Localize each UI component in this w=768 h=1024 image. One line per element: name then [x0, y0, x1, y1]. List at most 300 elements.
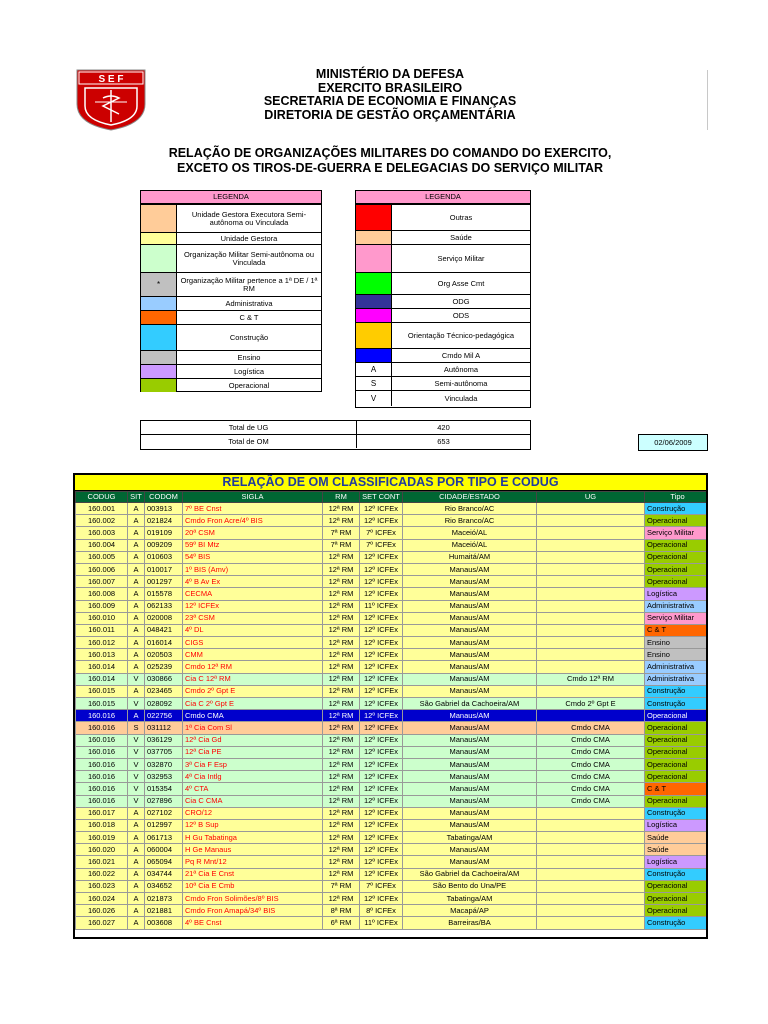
cell-codom: 021824	[145, 515, 183, 527]
cell-set: 12º ICFEx	[360, 893, 403, 905]
cell-codug: 160.018	[76, 819, 128, 831]
cell-set: 7º ICFEx	[360, 880, 403, 892]
cell-rm: 7ª RM	[323, 880, 360, 892]
cell-ug	[537, 819, 645, 831]
legend-label: Orientação Técnico-pedagógica	[407, 331, 515, 340]
table-row	[76, 563, 709, 575]
cell-codug: 160.016	[76, 710, 128, 722]
cell-ug	[537, 832, 645, 844]
legend-title: LEGENDA	[141, 191, 321, 204]
legend-swatch: *	[141, 273, 177, 297]
cell-tipo: C & T	[645, 624, 709, 636]
cell-sigla: Cmdo Fron Acre/4º BIS	[183, 515, 323, 527]
cell-cidade: Manaus/AM	[403, 710, 537, 722]
cell-sigla: 1ª Cia Com Sl	[183, 722, 323, 734]
cell-sit: A	[128, 588, 145, 600]
column-header: SIT	[128, 492, 145, 503]
cell-rm: 12ª RM	[323, 783, 360, 795]
cell-set: 12º ICFEx	[360, 710, 403, 722]
cell-sigla: 12ª Cia PE	[183, 746, 323, 758]
cell-sit: A	[128, 527, 145, 539]
legend-item	[356, 390, 530, 406]
cell-codom: 065094	[145, 856, 183, 868]
cell-ug: Cmdo CMA	[537, 734, 645, 746]
cell-sigla: CECMA	[183, 588, 323, 600]
cell-codom: 001297	[145, 576, 183, 588]
table-row	[76, 698, 709, 710]
legend-swatch	[356, 205, 392, 231]
document-header	[180, 68, 600, 122]
cell-set: 12º ICFEx	[360, 771, 403, 783]
cell-sit: A	[128, 515, 145, 527]
cell-cidade: Macapá/AP	[403, 905, 537, 917]
cell-set: 12º ICFEx	[360, 624, 403, 636]
cell-sigla: 21ª Cia E Cnst	[183, 868, 323, 880]
table-row	[76, 746, 709, 758]
cell-codom: 028092	[145, 698, 183, 710]
cell-sit: A	[128, 661, 145, 673]
cell-rm: 12ª RM	[323, 685, 360, 697]
table-row	[76, 576, 709, 588]
legend-swatch	[356, 273, 392, 295]
header-line: SECRETARIA DE ECONOMIA E FINANÇAS	[263, 94, 517, 108]
cell-rm: 12ª RM	[323, 710, 360, 722]
table-row	[76, 771, 709, 783]
legend-label: ODG	[452, 297, 470, 306]
cell-rm: 12ª RM	[323, 551, 360, 563]
cell-sit: A	[128, 551, 145, 563]
cell-cidade: Manaus/AM	[403, 673, 537, 685]
cell-set: 12º ICFEx	[360, 868, 403, 880]
cell-tipo: Construção	[645, 917, 709, 929]
cell-ug	[537, 588, 645, 600]
cell-codom: 025239	[145, 661, 183, 673]
cell-cidade: Humaitá/AM	[403, 551, 537, 563]
cell-cidade: Manaus/AM	[403, 807, 537, 819]
column-header: SET CONT	[360, 492, 403, 503]
total-om-label: Total de OM	[141, 435, 357, 448]
cell-sit: A	[128, 917, 145, 929]
column-header: SIGLA	[183, 492, 323, 503]
table-row	[76, 612, 709, 624]
cell-cidade: São Bento do Una/PE	[403, 880, 537, 892]
legend-label: Semi-autônoma	[434, 379, 488, 388]
cell-tipo: Logística	[645, 856, 709, 868]
cell-rm: 12ª RM	[323, 624, 360, 636]
cell-codom: 003608	[145, 917, 183, 929]
cell-ug	[537, 685, 645, 697]
legend-swatch	[356, 349, 392, 363]
cell-sigla: Cia C 2º Gpt E	[183, 698, 323, 710]
legend-label: Construção	[229, 333, 269, 342]
legend-item	[356, 348, 530, 363]
cell-tipo: Operacional	[645, 710, 709, 722]
column-header: RM	[323, 492, 360, 503]
total-ug-value: 420	[437, 423, 450, 432]
table-row	[76, 515, 709, 527]
cell-codug: 160.010	[76, 612, 128, 624]
cell-set: 12º ICFEx	[360, 685, 403, 697]
total-om-value: 653	[437, 437, 450, 446]
cell-codug: 160.013	[76, 649, 128, 661]
document-subtitle	[120, 146, 660, 176]
totals-box	[140, 420, 531, 450]
cell-sit: A	[128, 710, 145, 722]
cell-tipo: Saúde	[645, 844, 709, 856]
cell-sit: A	[128, 576, 145, 588]
cell-codug: 160.022	[76, 868, 128, 880]
cell-set: 12º ICFEx	[360, 576, 403, 588]
cell-codug: 160.019	[76, 832, 128, 844]
cell-rm: 12ª RM	[323, 515, 360, 527]
cell-cidade: Manaus/AM	[403, 746, 537, 758]
cell-set: 12º ICFEx	[360, 588, 403, 600]
cell-ug	[537, 807, 645, 819]
table-row	[76, 722, 709, 734]
cell-tipo: Administrativa	[645, 673, 709, 685]
table-row	[76, 673, 709, 685]
cell-codom: 031112	[145, 722, 183, 734]
legend-item	[356, 308, 530, 323]
cell-codug: 160.011	[76, 624, 128, 636]
legend-item	[141, 296, 321, 311]
cell-cidade: Tabatinga/AM	[403, 893, 537, 905]
cell-cidade: Manaus/AM	[403, 624, 537, 636]
cell-cidade: São Gabriel da Cachoeira/AM	[403, 698, 537, 710]
cell-rm: 12ª RM	[323, 844, 360, 856]
cell-sit: A	[128, 503, 145, 515]
cell-tipo: Serviço Militar	[645, 527, 709, 539]
legend-label: Unidade Gestora	[220, 234, 278, 243]
cell-codom: 027102	[145, 807, 183, 819]
table-row	[76, 637, 709, 649]
cell-tipo: Operacional	[645, 722, 709, 734]
cell-cidade: Rio Branco/AC	[403, 503, 537, 515]
cell-sigla: 7º BE Cnst	[183, 503, 323, 515]
sef-logo	[75, 68, 147, 132]
cell-codug: 160.016	[76, 771, 128, 783]
cell-sigla: CRO/12	[183, 807, 323, 819]
cell-codom: 022756	[145, 710, 183, 722]
cell-sit: V	[128, 734, 145, 746]
cell-set: 12º ICFEx	[360, 832, 403, 844]
cell-sit: A	[128, 832, 145, 844]
cell-codug: 160.021	[76, 856, 128, 868]
cell-rm: 12ª RM	[323, 893, 360, 905]
cell-sit: A	[128, 624, 145, 636]
cell-codug: 160.023	[76, 880, 128, 892]
legend-swatch	[356, 309, 392, 323]
cell-tipo: Operacional	[645, 563, 709, 575]
legend-swatch	[356, 295, 392, 309]
cell-tipo: Operacional	[645, 515, 709, 527]
cell-codom: 015578	[145, 588, 183, 600]
legend-swatch	[141, 297, 177, 311]
cell-ug	[537, 893, 645, 905]
legend-item	[356, 376, 530, 391]
cell-rm: 12ª RM	[323, 722, 360, 734]
cell-rm: 12ª RM	[323, 576, 360, 588]
legend-label: ODS	[452, 311, 470, 320]
legend-swatch	[141, 311, 177, 325]
cell-codom: 036129	[145, 734, 183, 746]
cell-ug	[537, 515, 645, 527]
cell-sit: S	[128, 722, 145, 734]
cell-sigla: Pq R Mnt/12	[183, 856, 323, 868]
legend-label: Org Asse Cmt	[437, 279, 485, 288]
table-row	[76, 588, 709, 600]
cell-set: 12º ICFEx	[360, 807, 403, 819]
cell-ug	[537, 503, 645, 515]
cell-rm: 12ª RM	[323, 503, 360, 515]
cell-tipo: Operacional	[645, 746, 709, 758]
cell-ug: Cmdo 12ª RM	[537, 673, 645, 685]
cell-sit: V	[128, 783, 145, 795]
cell-set: 12º ICFEx	[360, 795, 403, 807]
cell-tipo: Construção	[645, 698, 709, 710]
cell-rm: 12ª RM	[323, 673, 360, 685]
cell-set: 8º ICFEx	[360, 905, 403, 917]
cell-codug: 160.006	[76, 563, 128, 575]
cell-sit: A	[128, 563, 145, 575]
cell-cidade: Manaus/AM	[403, 612, 537, 624]
cell-cidade: Manaus/AM	[403, 649, 537, 661]
cell-ug	[537, 539, 645, 551]
cell-codom: 003913	[145, 503, 183, 515]
cell-rm: 12ª RM	[323, 588, 360, 600]
legend-label: Ensino	[237, 353, 261, 362]
cell-sigla: Cmdo 2º Gpt E	[183, 685, 323, 697]
cell-rm: 12ª RM	[323, 661, 360, 673]
cell-codom: 015354	[145, 783, 183, 795]
legend-item	[356, 362, 530, 377]
cell-set: 12º ICFEx	[360, 515, 403, 527]
table-row	[76, 551, 709, 563]
cell-rm: 12ª RM	[323, 868, 360, 880]
cell-cidade: Manaus/AM	[403, 856, 537, 868]
legend-label: Organização Militar pertence a 1ª DE / 1ª RM	[180, 276, 318, 293]
cell-codug: 160.020	[76, 844, 128, 856]
cell-codom: 062133	[145, 600, 183, 612]
cell-sigla: 1º BIS (Amv)	[183, 563, 323, 575]
cell-cidade: Manaus/AM	[403, 600, 537, 612]
table-row	[76, 503, 709, 515]
header-line: EXERCITO BRASILEIRO	[317, 80, 463, 95]
cell-codom: 019109	[145, 527, 183, 539]
cell-rm: 12ª RM	[323, 758, 360, 770]
cell-set: 12º ICFEx	[360, 551, 403, 563]
cell-sigla: 12ª Cia Gd	[183, 734, 323, 746]
cell-codug: 160.024	[76, 893, 128, 905]
cell-sigla: 20ª CSM	[183, 527, 323, 539]
cell-ug	[537, 576, 645, 588]
cell-cidade: Manaus/AM	[403, 722, 537, 734]
cell-set: 12º ICFEx	[360, 637, 403, 649]
legend-label: Logística	[233, 367, 265, 376]
cell-set: 7º ICFEx	[360, 539, 403, 551]
cell-codug: 160.007	[76, 576, 128, 588]
cell-sit: V	[128, 746, 145, 758]
cell-ug	[537, 637, 645, 649]
cell-codug: 160.005	[76, 551, 128, 563]
legend-label: Cmdo Mil A	[441, 351, 481, 360]
legend-title: LEGENDA	[356, 191, 530, 204]
legend-label: Vinculada	[444, 393, 478, 403]
cell-sigla: 3ª Cia F Esp	[183, 758, 323, 770]
cell-rm: 12ª RM	[323, 807, 360, 819]
cell-codom: 048421	[145, 624, 183, 636]
cell-rm: 12ª RM	[323, 612, 360, 624]
cell-tipo: Operacional	[645, 771, 709, 783]
legend-swatch: V	[356, 391, 392, 406]
table-row	[76, 856, 709, 868]
cell-sigla: Cmdo Fron Amapá/34º BIS	[183, 905, 323, 917]
cell-codom: 021873	[145, 893, 183, 905]
cell-codug: 160.027	[76, 917, 128, 929]
legend-label: Unidade Gestora Executora Semi-autônoma ou Vinculada	[191, 210, 307, 227]
cell-ug: Cmdo CMA	[537, 746, 645, 758]
cell-cidade: Barreiras/BA	[403, 917, 537, 929]
cell-rm: 12ª RM	[323, 771, 360, 783]
cell-rm: 8ª RM	[323, 905, 360, 917]
cell-ug	[537, 649, 645, 661]
cell-rm: 12ª RM	[323, 563, 360, 575]
cell-rm: 12ª RM	[323, 649, 360, 661]
cell-codom: 020008	[145, 612, 183, 624]
cell-sigla: 4º B Av Ex	[183, 576, 323, 588]
header-line: MINISTÉRIO DA DEFESA	[315, 67, 465, 81]
table-row	[76, 795, 709, 807]
table-header-row	[76, 492, 709, 503]
cell-sit: A	[128, 539, 145, 551]
cell-codug: 160.016	[76, 783, 128, 795]
cell-tipo: Saúde	[645, 832, 709, 844]
cell-rm: 12ª RM	[323, 734, 360, 746]
header-line: DIRETORIA DE GESTÃO ORÇAMENTÁRIA	[264, 107, 516, 122]
total-ug-label: Total de UG	[141, 421, 357, 434]
table-row	[76, 807, 709, 819]
cell-sigla: CMM	[183, 649, 323, 661]
subtitle-line: EXCETO OS TIROS-DE-GUERRA E DELEGACIAS DO SERVIÇO MILITAR	[177, 161, 603, 175]
column-header: CIDADE/ESTADO	[403, 492, 537, 503]
cell-tipo: Operacional	[645, 539, 709, 551]
om-table	[75, 491, 708, 930]
cell-set: 12º ICFEx	[360, 563, 403, 575]
legend-item	[141, 378, 321, 392]
cell-codom: 034652	[145, 880, 183, 892]
cell-rm: 12ª RM	[323, 746, 360, 758]
cell-codug: 160.004	[76, 539, 128, 551]
cell-tipo: Operacional	[645, 734, 709, 746]
cell-rm: 12ª RM	[323, 637, 360, 649]
cell-set: 12º ICFEx	[360, 746, 403, 758]
table-row	[76, 600, 709, 612]
legend-item	[356, 322, 530, 349]
cell-sigla: H Gu Tabatinga	[183, 832, 323, 844]
cell-sigla: 4ª Cia Intlg	[183, 771, 323, 783]
table-row	[76, 868, 709, 880]
legend-swatch	[141, 379, 177, 392]
table-row	[76, 649, 709, 661]
om-table-panel	[73, 473, 708, 939]
cell-sit: A	[128, 880, 145, 892]
cell-codug: 160.016	[76, 795, 128, 807]
cell-set: 12º ICFEx	[360, 612, 403, 624]
legend-item	[141, 244, 321, 273]
cell-sigla: Cmdo 12ª RM	[183, 661, 323, 673]
cell-codom: 060004	[145, 844, 183, 856]
cell-set: 11º ICFEx	[360, 600, 403, 612]
cell-ug	[537, 905, 645, 917]
legend-swatch: A	[356, 363, 392, 377]
cell-codug: 160.016	[76, 746, 128, 758]
cell-codug: 160.015	[76, 685, 128, 697]
cell-codug: 160.009	[76, 600, 128, 612]
cell-ug	[537, 661, 645, 673]
table-banner: RELAÇÃO DE OM CLASSIFICADAS POR TIPO E CODUG	[75, 475, 706, 491]
cell-sigla: Cia C CMA	[183, 795, 323, 807]
cell-tipo: Administrativa	[645, 661, 709, 673]
legend-swatch	[356, 231, 392, 245]
cell-tipo: Construção	[645, 685, 709, 697]
table-row	[76, 624, 709, 636]
column-header: CODOM	[145, 492, 183, 503]
legend-label: Operacional	[228, 380, 270, 390]
table-row	[76, 917, 709, 929]
cell-codug: 160.003	[76, 527, 128, 539]
cell-sigla: 12º ICFEx	[183, 600, 323, 612]
table-row	[76, 844, 709, 856]
logo-text: S E F	[98, 74, 124, 85]
cell-codom: 034744	[145, 868, 183, 880]
cell-codom: 021881	[145, 905, 183, 917]
cell-cidade: Manaus/AM	[403, 685, 537, 697]
cell-tipo: Ensino	[645, 649, 709, 661]
table-row	[76, 758, 709, 770]
legend-item	[141, 350, 321, 365]
cell-sigla: 4º BE Cnst	[183, 917, 323, 929]
cell-sigla: 10ª Cia E Cmb	[183, 880, 323, 892]
cell-ug: Cmdo CMA	[537, 722, 645, 734]
table-row	[76, 661, 709, 673]
cell-cidade: Manaus/AM	[403, 795, 537, 807]
cell-tipo: Ensino	[645, 637, 709, 649]
cell-ug	[537, 917, 645, 929]
cell-cidade: Manaus/AM	[403, 771, 537, 783]
cell-set: 12º ICFEx	[360, 856, 403, 868]
cell-tipo: Operacional	[645, 576, 709, 588]
legend-swatch	[141, 351, 177, 365]
cell-codom: 023465	[145, 685, 183, 697]
legend-label: Autônoma	[443, 365, 479, 374]
cell-set: 11º ICFEx	[360, 917, 403, 929]
cell-cidade: Maceió/AL	[403, 527, 537, 539]
cell-tipo: Administrativa	[645, 600, 709, 612]
legend-item	[141, 364, 321, 379]
legend-label: Administrativa	[225, 299, 273, 308]
cell-codom: 027896	[145, 795, 183, 807]
cell-sit: A	[128, 807, 145, 819]
cell-codug: 160.017	[76, 807, 128, 819]
cell-sigla: CIGS	[183, 637, 323, 649]
legend-swatch	[141, 365, 177, 379]
cell-tipo: Operacional	[645, 880, 709, 892]
cell-rm: 12ª RM	[323, 856, 360, 868]
cell-codom: 032870	[145, 758, 183, 770]
cell-cidade: Manaus/AM	[403, 637, 537, 649]
cell-rm: 6ª RM	[323, 917, 360, 929]
cell-codom: 012997	[145, 819, 183, 831]
